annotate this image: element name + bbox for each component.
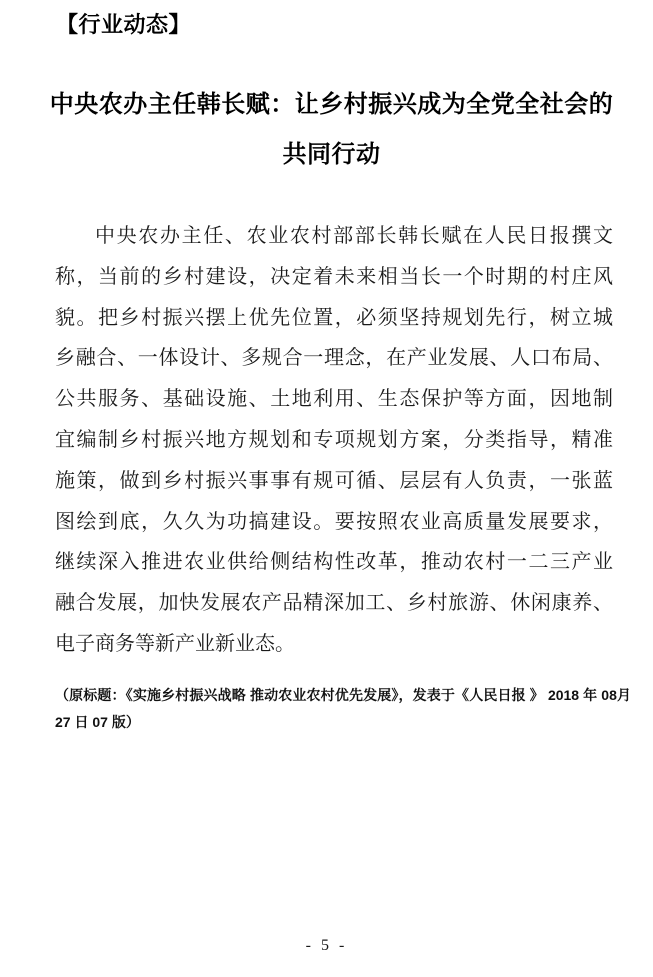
title-line: 共同行动 <box>282 142 381 168</box>
body-line: 融合发展，加快发展农产品精深加工、乡村旅游、休闲康养、 <box>55 592 613 615</box>
body-line: 施策，做到乡村振兴事事有规可循、层层有人负责，一张蓝 <box>55 469 613 492</box>
body-line: 称，当前的乡村建设，决定着未来相当长一个时期的村庄风 <box>55 265 613 288</box>
footnote: （原标题：《实施乡村振兴战略 推动农业农村优先发展》，发表于《人民日报 》 2018 年 08月 27 日 07 版） <box>55 687 631 730</box>
body-paragraph <box>55 216 613 665</box>
body-line: 貌。把乡村振兴摆上优先位置，必须坚持规划先行，树立城 <box>55 306 613 329</box>
body-line: 图绘到底，久久为功搞建设。要按照农业高质量发展要求， <box>55 510 613 533</box>
title-line: 中央农办主任韩长赋：让乡村振兴成为全党全社会的 <box>49 92 614 118</box>
section-label: 【行业动态】 <box>56 12 192 37</box>
body-line: 公共服务、基础设施、土地利用、生态保护等方面，因地制 <box>55 388 613 411</box>
body-line: 宜编制乡村振兴地方规划和专项规划方案，分类指导，精准 <box>55 428 613 451</box>
document-title <box>40 80 623 180</box>
page-number: - 5 - <box>305 937 348 954</box>
body-line: 中央农办主任、农业农村部部长韩长赋在人民日报撰文 <box>95 225 613 247</box>
body-line: 继续深入推进农业供给侧结构性改革，推动农村一二三产业 <box>55 551 613 574</box>
body-line: 电子商务等新产业新业态。 <box>55 632 295 655</box>
body-line: 乡融合、一体设计、多规合一理念，在产业发展、人口布局、 <box>55 347 613 370</box>
